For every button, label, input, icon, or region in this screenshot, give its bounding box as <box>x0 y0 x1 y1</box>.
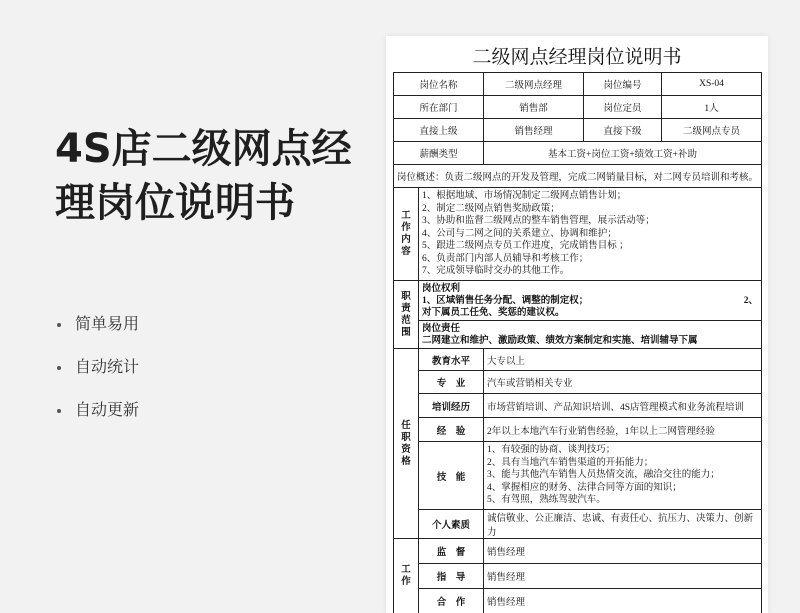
feature-list <box>57 312 139 441</box>
bullet-icon <box>57 323 61 327</box>
table-row: 合 作 销售经理 <box>394 589 762 613</box>
table-row: 经 验 2年以上本地汽车行业销售经验，1年以上二网管理经验 <box>394 418 762 442</box>
qualification-label: 任 职 资 格 <box>394 349 419 539</box>
promo-title <box>55 122 375 230</box>
table-row: 工 作 监 督 销售经理 <box>394 539 762 564</box>
table-row <box>394 281 762 321</box>
bullet-icon <box>57 409 61 413</box>
table-row: 所在部门 销售部 岗位定员 1人 <box>394 96 762 119</box>
overview-text: 岗位概述：负责二级网点的开发及管理，完成二网销量目标，对二网专员培训和考核。 <box>394 165 762 188</box>
table-row: 专 业 汽车或营销相关专业 <box>394 371 762 394</box>
feature-item: 自动更新 <box>57 398 139 441</box>
responsibility-cell: 岗位责任 二网建立和维护、激励政策、绩效方案制定和实施、培训辅导下属 <box>419 321 762 349</box>
table-row: 任 职 资 格 教育水平 大专以上 <box>394 349 762 371</box>
document-title: 二级网点经理岗位说明书 <box>472 46 682 68</box>
work-content-list: 1、根据地域、市场情况制定二级网点销售计划； 2、制定二级网点销售奖励政策； 3、协助和监督二级网点的整车销售管理，展示活动等； 4、公司与二网之间的关系建立、协调和维护； 5、跟进二级网点专员工作进度，完成销售目标 ； 6、负责部门内部人员辅导和考核工作； 7、完成领导临时交办的其他工作。 <box>419 188 762 281</box>
table-row <box>394 321 762 349</box>
table-row: 个人素质 诚信敬业、公正廉洁、忠诚、有责任心、抗压力、决策力、创新力 <box>394 510 762 539</box>
feature-item: 自动统计 <box>57 355 139 398</box>
table-row: 技 能 1、有较强的协商、谈判技巧； 2、具有当地汽车销售渠道的开拓能力； 3、能与其他汽车销售人员热情交流，融洽交往的能力； 4、掌握相应的财务、法律合同等方面的知识； 5、有驾照，熟练驾驶汽车。 <box>394 442 762 510</box>
promo-title-line2: 理岗位说明书 <box>55 180 295 226</box>
table-row: 指 导 销售经理 <box>394 564 762 589</box>
table-row: 培训经历 市场营销培训、产品知识培训、4S店管理模式和业务流程培训 <box>394 394 762 418</box>
skills-list: 1、有较强的协商、谈判技巧； 2、具有当地汽车销售渠道的开拓能力； 3、能与其他汽车销售人员热情交流，融洽交往的能力； 4、掌握相应的财务、法律合同等方面的知识； 5、有驾照，熟练驾驶汽车。 <box>484 442 762 510</box>
bullet-icon <box>57 366 61 370</box>
document-preview <box>386 36 768 613</box>
rights-cell: 岗位权利 1、区域销售任务分配、调整的制定权； 2、 对下属员工任免、奖惩的建议权。 <box>419 281 762 321</box>
table-row <box>394 188 762 281</box>
feature-item: 简单易用 <box>57 312 139 355</box>
work-content-label: 工 作 内 容 <box>394 188 419 281</box>
promo-title-line1: 4S店二级网点经 <box>55 126 352 172</box>
job-description-table <box>393 72 762 613</box>
table-row: 直接上级 销售经理 直接下级 二级网点专员 <box>394 119 762 142</box>
table-row <box>394 165 762 188</box>
work-relation-label: 工 作 <box>394 539 419 613</box>
table-row: 岗位名称 二级网点经理 岗位编号 XS-04 <box>394 73 762 96</box>
table-row: 薪酬类型 基本工资+岗位工资+绩效工资+补助 <box>394 142 762 165</box>
duty-scope-label: 职 责 范 围 <box>394 281 419 349</box>
